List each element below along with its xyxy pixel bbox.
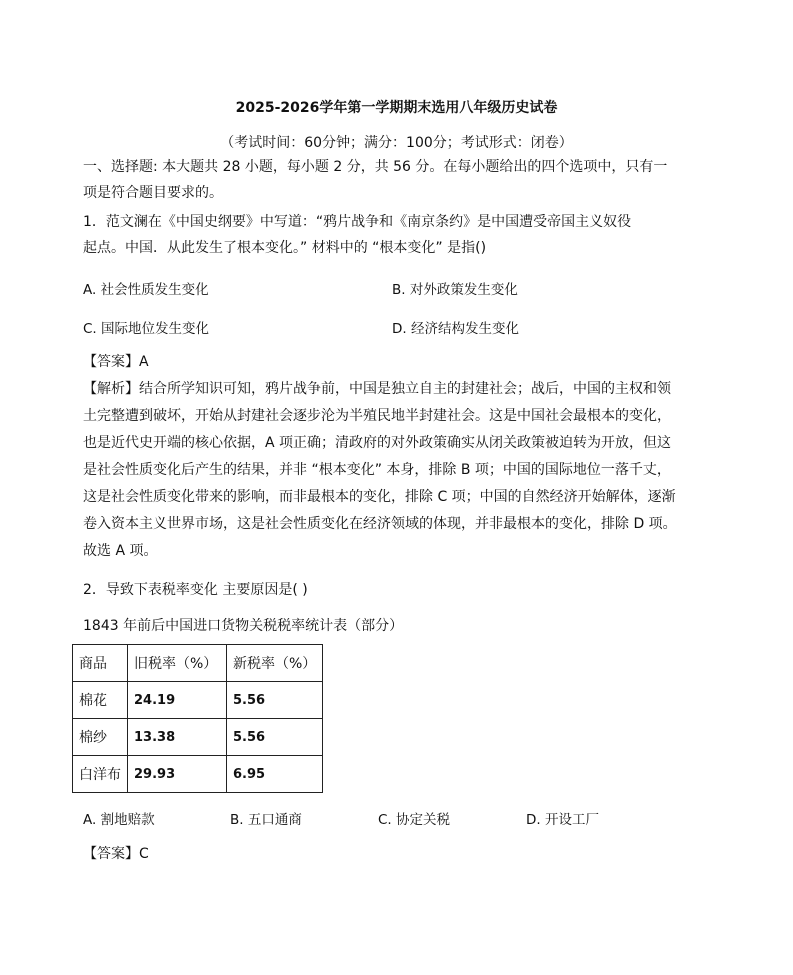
q1-analysis-line: 【解析】结合所学知识可知，鸦片战争前，中国是独立自主的封建社会；战后，中国的主权和领: [83, 381, 671, 397]
section-heading-line1: 一、选择题: 本大题共 28 小题，每小题 2 分，共 56 分。在每小题给出的四个选项中，只有一: [83, 159, 668, 175]
q1-stem-line1: 1．范文澜在《中国史纲要》中写道：“鸦片战争和《南京条约》是中国遭受帝国主义奴役: [83, 214, 632, 230]
q2-option-d: D. 开设工厂: [526, 812, 599, 828]
q2-option-b: B. 五口通商: [230, 812, 302, 828]
table-cell: 5.56: [227, 682, 323, 719]
table-cell: 29.93: [128, 756, 227, 793]
table-header-row: [73, 645, 323, 682]
table-cell: 棉纱: [73, 719, 128, 756]
q2-table-caption: 1843 年前后中国进口货物关税税率统计表（部分）: [83, 618, 404, 634]
table-header-cell: 商品: [73, 645, 128, 682]
q1-answer: 【答案】A: [83, 354, 149, 370]
q1-option-a: A. 社会性质发生变化: [83, 282, 209, 298]
q1-stem-line2: 起点。中国．从此发生了根本变化。” 材料中的 “根本变化” 是指(): [83, 240, 487, 256]
table-cell: 白洋布: [73, 756, 128, 793]
q1-analysis-line: 土完整遭到破坏，开始从封建社会逐步沦为半殖民地半封建社会。这是中国社会最根本的变化，: [83, 408, 671, 424]
table-cell: 24.19: [128, 682, 227, 719]
q1-analysis-line: 卷入资本主义世界市场，这是社会性质变化在经济领域的体现，并非最根本的变化，排除 D 项。: [83, 516, 677, 532]
section-heading-line2: 项是符合题目要求的。: [83, 185, 223, 201]
q1-analysis-line: 是社会性质变化后产生的结果，并非 “根本变化” 本身，排除 B 项；中国的国际地位一落千丈，: [83, 462, 671, 478]
q1-option-d: D. 经济结构发生变化: [392, 321, 519, 337]
q1-analysis-line: 也是近代史开端的核心依据，A 项正确；清政府的对外政策确实从闭关政策被迫转为开放，但这: [83, 435, 672, 451]
table-row: [73, 719, 323, 756]
table-header-cell: 旧税率（%）: [128, 645, 227, 682]
q2-stem: 2．导致下表税率变化 主要原因是( ): [83, 582, 308, 598]
table-cell: 6.95: [227, 756, 323, 793]
table-row: [73, 756, 323, 793]
table-cell: 13.38: [128, 719, 227, 756]
tax-rate-table: [72, 644, 323, 793]
page-title: 2025-2026学年第一学期期末选用八年级历史试卷: [235, 100, 558, 116]
q2-option-c: C. 协定关税: [378, 812, 451, 828]
table-cell: 5.56: [227, 719, 323, 756]
table-row: [73, 682, 323, 719]
q1-option-b: B. 对外政策发生变化: [392, 282, 518, 298]
q1-option-c: C. 国际地位发生变化: [83, 321, 210, 337]
table-cell: 棉花: [73, 682, 128, 719]
exam-info: （考试时间：60分钟；满分：100分；考试形式：闭卷）: [220, 135, 573, 151]
q2-option-a: A. 割地赔款: [83, 812, 155, 828]
table-header-cell: 新税率（%）: [227, 645, 323, 682]
q1-analysis-line: 故选 A 项。: [83, 543, 158, 559]
q1-analysis-line: 这是社会性质变化带来的影响，而非最根本的变化，排除 C 项；中国的自然经济开始解体，逐渐: [83, 489, 676, 505]
q2-answer: 【答案】C: [83, 846, 149, 862]
